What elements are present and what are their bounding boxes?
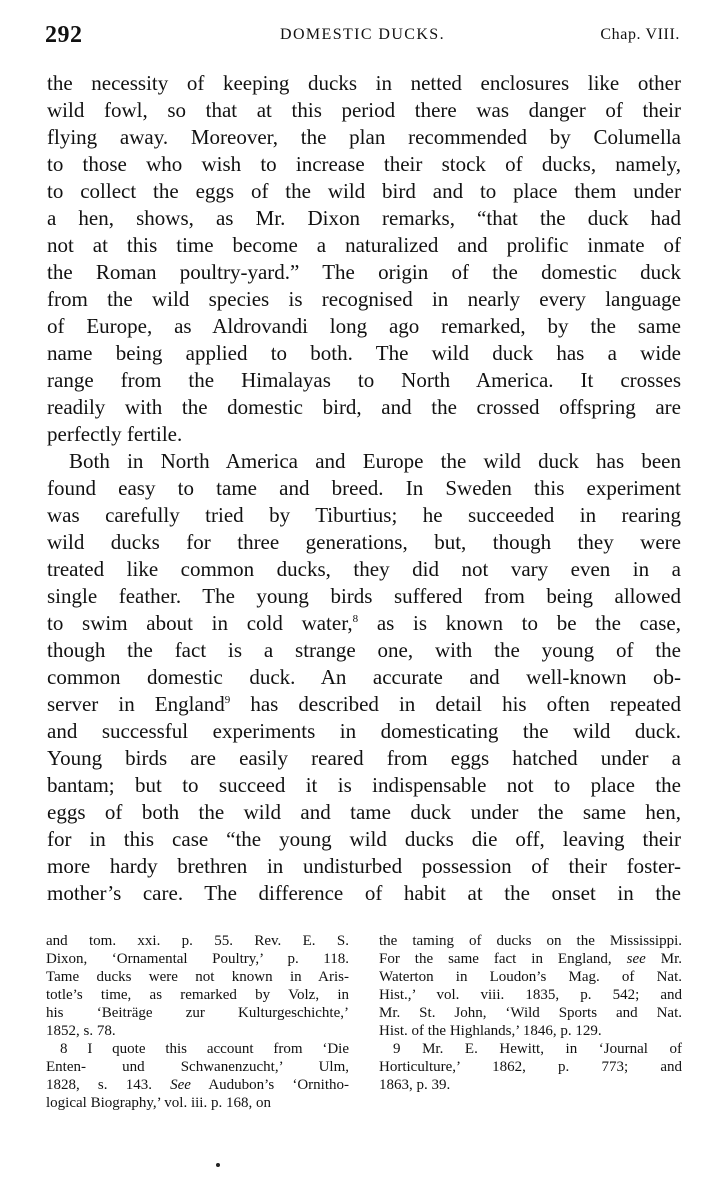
printer-mark bbox=[216, 1163, 220, 1167]
footnote-line bbox=[46, 1076, 349, 1094]
body-line: mother’s care. The difference of habit at the onset in the bbox=[47, 881, 681, 905]
body-line-with-note-ref bbox=[47, 691, 681, 718]
footnote-line: Horticulture,’ 1862, p. 773; and bbox=[379, 1059, 682, 1075]
body-line: and successful experiments in domesticating the wild duck. bbox=[47, 719, 681, 743]
body-line: to collect the eggs of the wild bird and to place them under bbox=[47, 179, 681, 203]
body-line: single feather. The young birds suffered from being allowed bbox=[47, 584, 681, 608]
body-line: bantam; but to succeed it is indispensable not to place the bbox=[47, 773, 681, 797]
body-line: the necessity of keeping ducks in netted enclosures like other bbox=[47, 71, 681, 95]
body-text-segment: server in England bbox=[47, 692, 225, 716]
body-line-with-note-ref bbox=[47, 610, 681, 637]
running-header bbox=[45, 22, 680, 52]
footnote-segment: 1828, s. 143. bbox=[46, 1077, 152, 1093]
footnotes-right-column bbox=[379, 932, 682, 1094]
footnote-line: Mr. St. John, ‘Wild Sports and Nat. bbox=[379, 1005, 682, 1021]
body-line: found easy to tame and breed. In Sweden this experiment bbox=[47, 476, 681, 500]
body-line: the Roman poultry-yard.” The origin of the domestic duck bbox=[47, 260, 681, 284]
body-line: wild ducks for three generations, but, though they were bbox=[47, 530, 681, 554]
footnote-line: 1863, p. 39. bbox=[379, 1077, 451, 1093]
body-line: to those who wish to increase their stock of ducks, namely, bbox=[47, 152, 681, 176]
footnote-line: his ‘Beiträge zur Kulturgeschichte,’ bbox=[46, 1005, 349, 1021]
chapter-label: Chap. VIII. bbox=[600, 26, 680, 43]
footnote-line: and tom. xxi. p. 55. Rev. E. S. bbox=[46, 933, 349, 949]
footnote-segment: Audubon’s ‘Ornitho- bbox=[190, 1077, 349, 1093]
body-line: from the wild species is recognised in nearly every language bbox=[47, 287, 681, 311]
footnote-line: totle’s time, as remarked by Volz, in bbox=[46, 987, 349, 1003]
footnote-ref-9: 9 bbox=[224, 694, 231, 706]
body-text-segment: as is known to be the case, bbox=[358, 611, 681, 635]
body-text-segment: to swim about in cold water, bbox=[47, 611, 353, 635]
footnotes-left-column bbox=[46, 932, 349, 1112]
body-line: common domestic duck. An accurate and well-known ob- bbox=[47, 665, 681, 689]
body-line: flying away. Moreover, the plan recommended by Columella bbox=[47, 125, 681, 149]
body-line: readily with the domestic bird, and the crossed offspring are bbox=[47, 395, 681, 419]
body-line: not at this time become a naturalized and prolific inmate of bbox=[47, 233, 681, 257]
body-line: perfectly fertile. bbox=[47, 422, 183, 446]
footnote-segment: For the same fact in England, bbox=[379, 951, 612, 967]
footnote-line: logical Biography,’ vol. iii. p. 168, on bbox=[46, 1095, 271, 1111]
body-line: more hardy brethren in undisturbed possession of their foster- bbox=[47, 854, 681, 878]
body-line: though the fact is a strange one, with the young of the bbox=[47, 638, 681, 662]
body-line: a hen, shows, as Mr. Dixon remarks, “that the duck had bbox=[47, 206, 681, 230]
footnote-line: 1852, s. 78. bbox=[46, 1023, 116, 1039]
footnote-ref-8: 8 bbox=[352, 613, 359, 625]
footnote-line: Hist. of the Highlands,’ 1846, p. 129. bbox=[379, 1023, 602, 1039]
body-line: for in this case “the young wild ducks die off, leaving their bbox=[47, 827, 681, 851]
footnote-line: Tame ducks were not known in Aris- bbox=[46, 969, 349, 985]
running-title: DOMESTIC DUCKS. bbox=[279, 26, 445, 43]
footnote-line: Dixon, ‘Ornamental Poultry,’ p. 118. bbox=[46, 951, 349, 967]
footnote-line: Hist.,’ vol. viii. 1835, p. 542; and bbox=[379, 987, 682, 1003]
body-line: wild fowl, so that at this period there was danger of their bbox=[47, 98, 681, 122]
footnote-line: the taming of ducks on the Mississippi. bbox=[379, 933, 682, 949]
italic-see: see bbox=[626, 951, 646, 967]
footnote-line: Waterton in Loudon’s Mag. of Nat. bbox=[379, 969, 682, 985]
footnote-line bbox=[379, 950, 682, 968]
body-line: was carefully tried by Tiburtius; he succeeded in rearing bbox=[47, 503, 681, 527]
paragraph-start-line: Both in North America and Europe the wild duck has been bbox=[69, 449, 681, 473]
page-number: 292 bbox=[45, 22, 83, 48]
italic-see: See bbox=[170, 1077, 191, 1093]
body-line: range from the Himalayas to North America. It crosses bbox=[47, 368, 681, 392]
body-text bbox=[47, 70, 681, 907]
footnote-segment: Mr. bbox=[645, 951, 682, 967]
body-line: name being applied to both. The wild duck has a wide bbox=[47, 341, 681, 365]
body-line: of Europe, as Aldrovandi long ago remarked, by the same bbox=[47, 314, 681, 338]
body-text-segment: has described in detail his often repeated bbox=[230, 692, 682, 716]
body-line: eggs of both the wild and tame duck under the same hen, bbox=[47, 800, 681, 824]
footnote-line: Enten- und Schwanenzucht,’ Ulm, bbox=[46, 1059, 349, 1075]
body-line: treated like common ducks, they did not vary even in a bbox=[47, 557, 681, 581]
body-line: Young birds are easily reared from eggs hatched under a bbox=[47, 746, 681, 770]
footnote-9-start: 9 Mr. E. Hewitt, in ‘Journal of bbox=[393, 1041, 682, 1057]
footnote-8-start: 8 I quote this account from ‘Die bbox=[60, 1041, 349, 1057]
